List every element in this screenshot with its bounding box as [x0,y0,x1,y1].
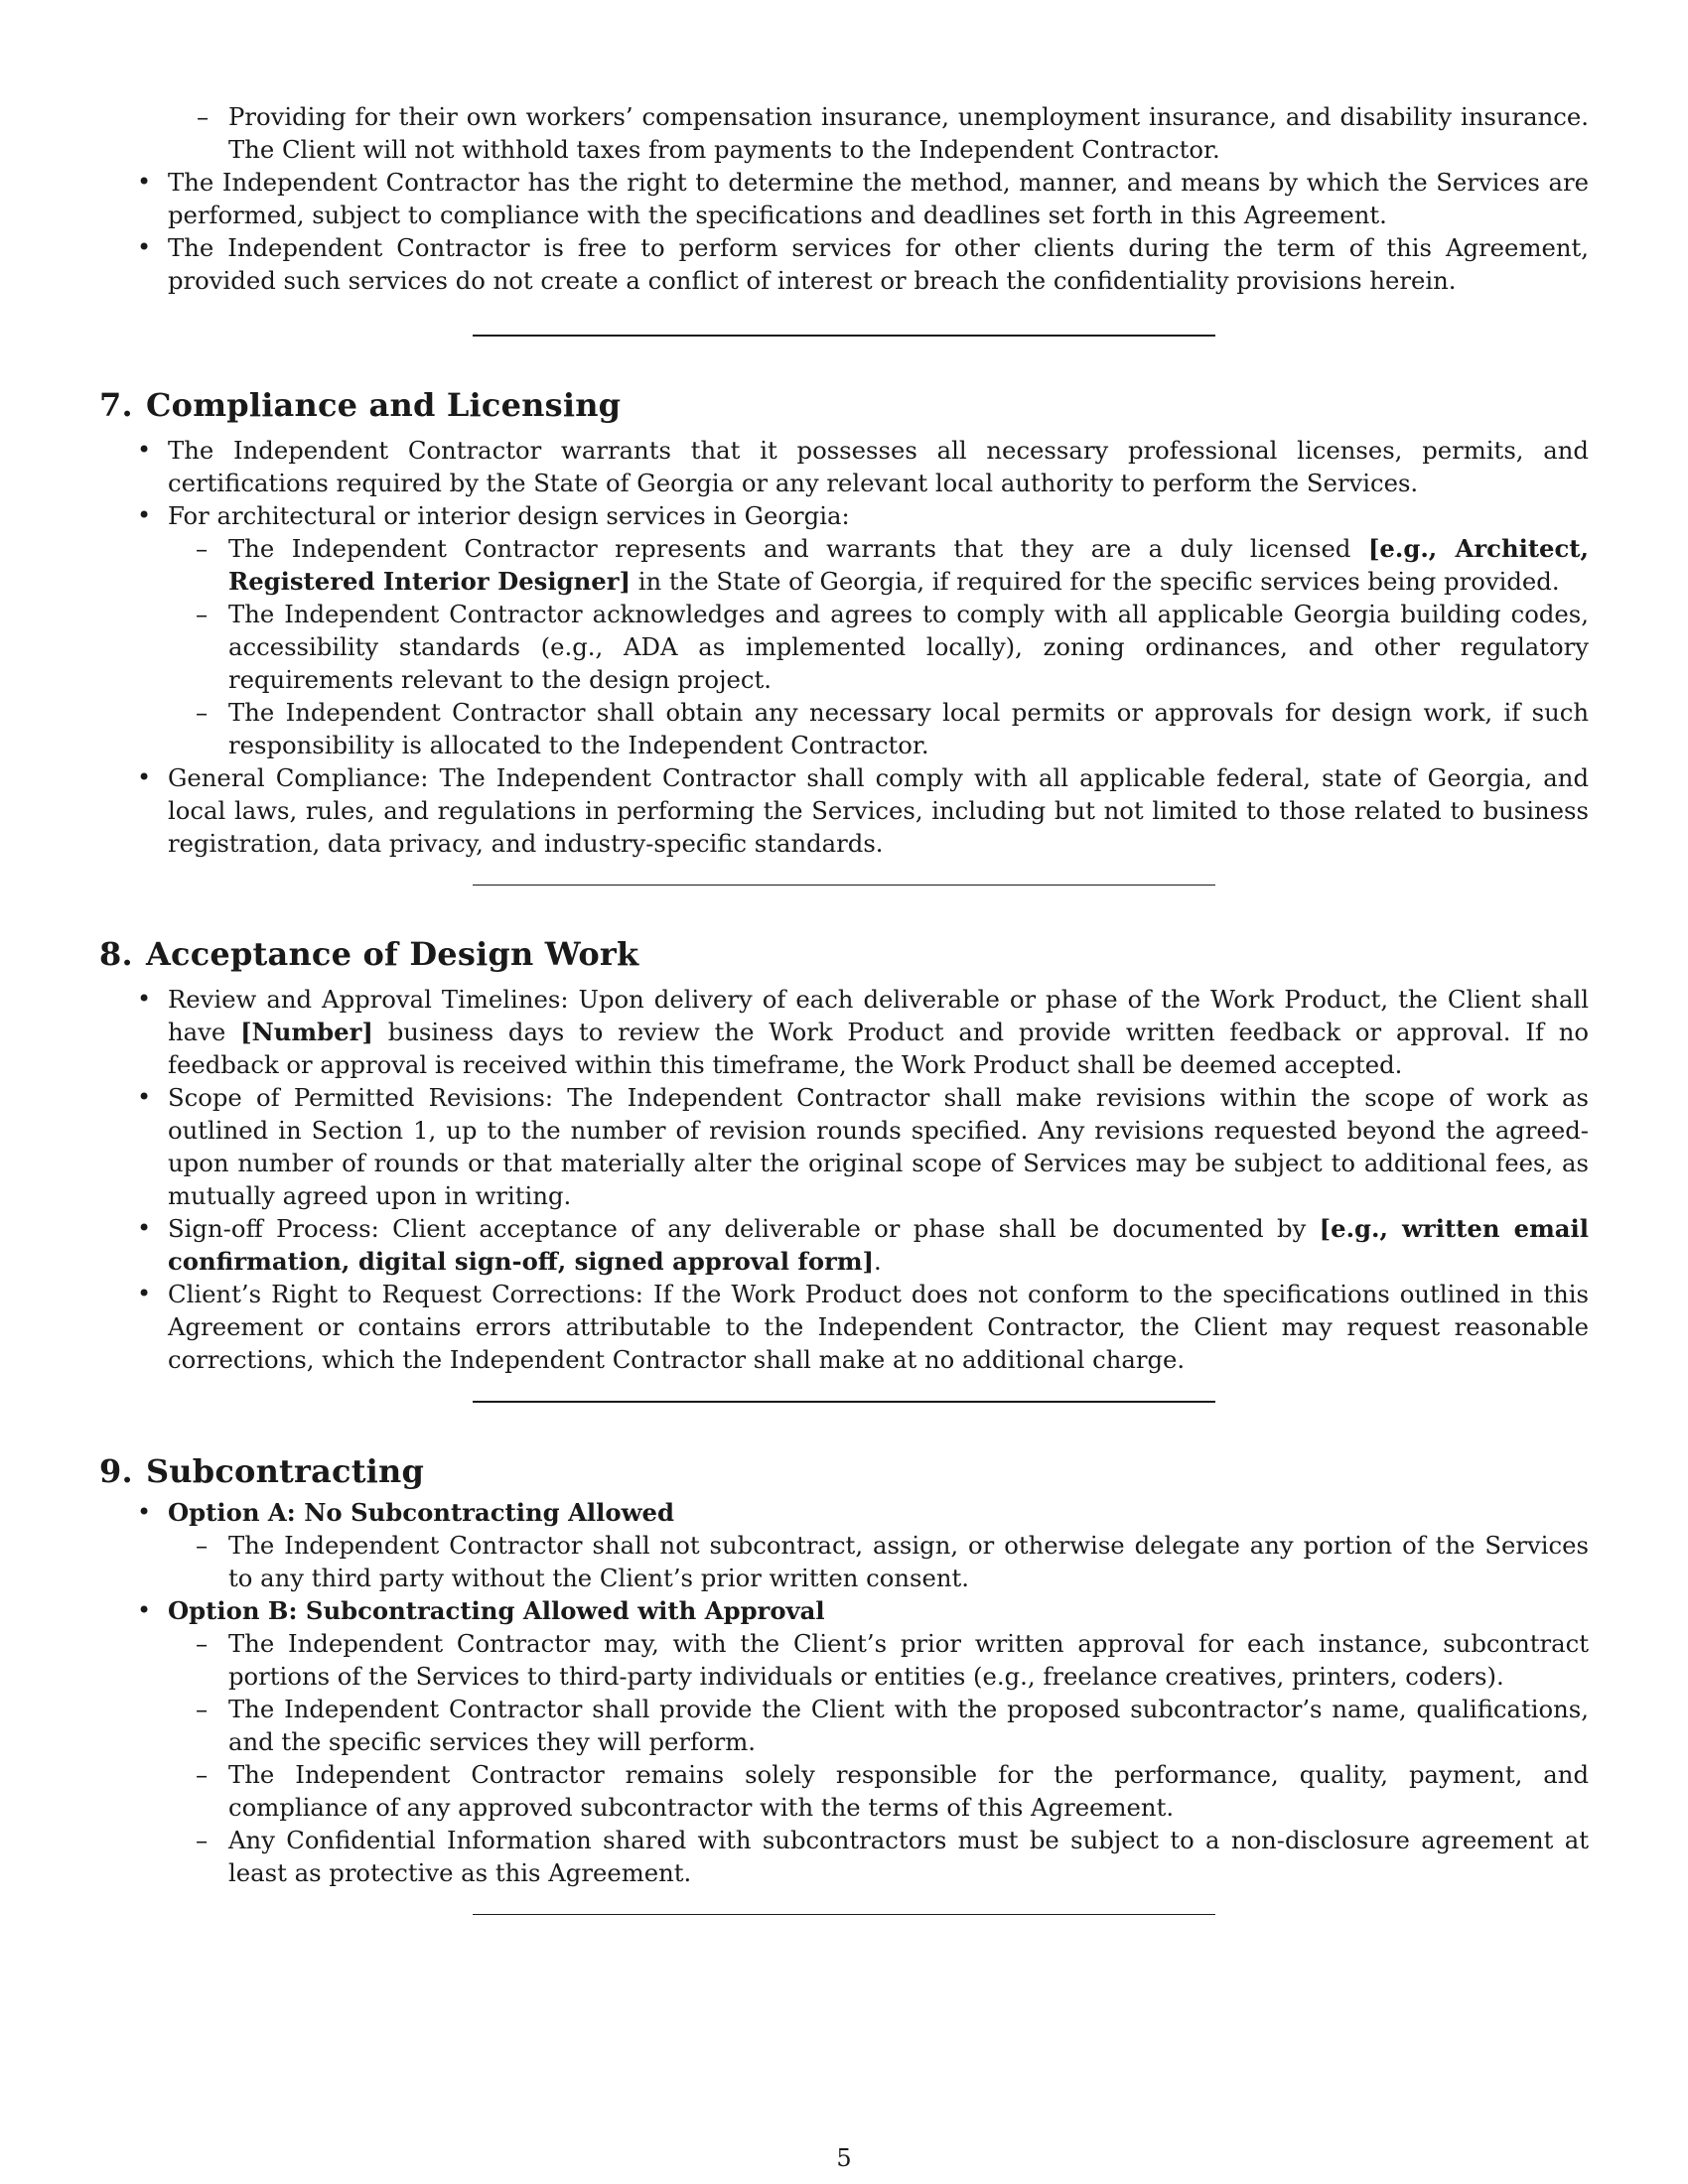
section-title: Acceptance of Design Work [146,935,639,973]
sub-item: – The Independent Contractor acknowledges and agrees to comply with all applicable Georgia building codes, accessibility standards (e.g., ADA as implemented locally), zoning ordinances, and other regulatory requirements relevant to the design project. [168,598,1589,696]
placeholder-text: [Number] [240,1018,373,1046]
text-run: The Independent Contractor represents and warrants that they are a duly licensed [228,534,1368,563]
list-item [99,499,1589,761]
section-number: 7. [99,386,133,424]
option-title: Option A: No Subcontracting Allowed [168,1498,674,1527]
placeholder-text: [e.g., Architect, Registered Interior Designer] [228,534,1589,596]
sub-item: – Any Confidential Information shared with subcontractors must be subject to a non-disclosure agreement at least as protective as this Agreement. [168,1824,1589,1889]
list-item: • General Compliance: The Independent Contractor shall comply with all applicable federal, state of Georgia, and local laws, rules, and regulations in performing the Services, including but not limited to those related to business registration, data privacy, and industry-specific standards. [99,761,1589,860]
list-item: • The Independent Contractor has the right to determine the method, manner, and means by which the Services are performed, subject to compliance with the specifications and deadlines set forth in this Agreement. [99,166,1589,231]
page-content [99,100,1589,1915]
text-run: Sign-off Process: Client acceptance of any deliverable or phase shall be documented by [168,1214,1320,1243]
placeholder-text: [e.g., written email confirmation, digital sign-off, signed approval form] [168,1214,1589,1276]
list-item: • The Independent Contractor warrants that it possesses all necessary professional licenses, permits, and certifications required by the State of Georgia or any relevant local authority to perform the Services. [99,434,1589,499]
sub-item: – The Independent Contractor shall provide the Client with the proposed subcontractor’s name, qualifications, and the specific services they will perform. [168,1693,1589,1758]
continued-list [99,166,1589,297]
section-heading [99,1451,1589,1491]
continued-sublist [99,100,1589,166]
sublist [168,1627,1589,1889]
section-number: 9. [99,1452,133,1490]
section-7-list [99,434,1589,860]
list-item: • Client’s Right to Request Corrections: If the Work Product does not conform to the specifications outlined in this Agreement or contains errors attributable to the Independent Contractor, the Client may request reasonable corrections, which the Independent Contractor shall make at no additional charge. [99,1278,1589,1376]
list-item [99,983,1589,1081]
sub-item: – The Independent Contractor shall obtain any necessary local permits or approvals for design work, if such responsibility is allocated to the Independent Contractor. [168,696,1589,761]
page-number: 5 [836,2144,852,2172]
sublist [168,532,1589,761]
text-run: business days to review the Work Product and provide written feedback or approval. If no feedback or approval is received within this timeframe, the Work Product shall be deemed accepted. [168,1018,1590,1079]
section-title: Compliance and Licensing [146,386,622,424]
sub-item: – The Independent Contractor may, with the Client’s prior written approval for each instance, subcontract portions of the Services to third-party individuals or entities (e.g., freelance creatives, printers, coders). [168,1627,1589,1693]
sublist [168,1529,1589,1594]
sub-item: – The Independent Contractor remains solely responsible for the performance, quality, payment, and compliance of any approved subcontractor with the terms of this Agreement. [168,1758,1589,1824]
list-item [99,1594,1589,1889]
text-run: in the State of Georgia, if required for the specific services being provided. [631,567,1560,596]
section-heading [99,385,1589,425]
section-heading [99,934,1589,974]
text-run: Review and Approval Timelines: Upon delivery of each deliverable or phase of the Work Product, the Client shall have [168,985,1589,1046]
list-item [99,1212,1589,1278]
text-run: . [874,1247,882,1276]
section-title: Subcontracting [146,1452,425,1490]
section-8-list [99,983,1589,1376]
section-divider [473,1914,1215,1915]
list-item: • Scope of Permitted Revisions: The Independent Contractor shall make revisions within the scope of work as outlined in Section 1, up to the number of revision rounds specified. Any revisions requested beyond the agreed-upon number of rounds or that materially alter the original scope of Services may be subject to additional fees, as mutually agreed upon in writing. [99,1081,1589,1212]
section-number: 8. [99,935,133,973]
option-title: Option B: Subcontracting Allowed with Approval [168,1596,825,1625]
sub-item [168,532,1589,598]
sub-item: – Providing for their own workers’ compensation insurance, unemployment insurance, and disability insurance. The Client will not withhold taxes from payments to the Independent Contractor. [99,100,1589,166]
sub-item: – The Independent Contractor shall not subcontract, assign, or otherwise delegate any portion of the Services to any third party without the Client’s prior written consent. [168,1529,1589,1594]
list-item: • The Independent Contractor is free to perform services for other clients during the term of this Agreement, provided such services do not create a conflict of interest or breach the confidentiality provisions herein. [99,231,1589,297]
list-item [99,1496,1589,1594]
section-9-list [99,1496,1589,1889]
list-item-text: For architectural or interior design services in Georgia: [168,501,850,530]
